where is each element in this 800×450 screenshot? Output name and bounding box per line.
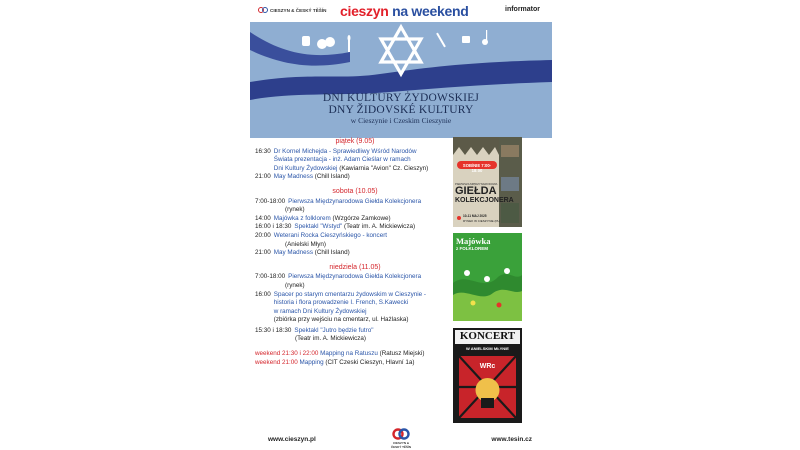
event-friday-1: 16:30 Dr Kornel Michejda - Sprawiedliwy Wśród Narodów Świata prezentacja - inż. Adam Cieślar w ramach Dni Kultury Żydowskiej (Kawiarnia "Avion" Cz. Cieszyn): [255, 147, 429, 172]
title-polish: DNI KULTURY ŻYDOWSKIEJ: [322, 92, 480, 104]
poster-title: KONCERT: [459, 330, 516, 342]
title-subtitle: w Cieszynie i Czeskim Cieszynie: [350, 116, 452, 125]
event-link[interactable]: Dni Kultury Żydowskiej: [273, 164, 338, 172]
event-saturday-2: 14:00 Majówka z folklorem (Wzgórze Zamkowe): [255, 214, 391, 222]
event-link[interactable]: May Madness: [273, 249, 313, 257]
day-heading-saturday: sobota (10.05): [332, 187, 378, 195]
title-czech: DNY ŽIDOVSKÉ KULTURY: [328, 104, 474, 116]
brand-title: cieszyn na weekend: [340, 3, 469, 19]
event-sunday-1: 7:00-18:00 Pierwsza Międzynarodowa Giełda Kolekcjonera: [255, 273, 422, 281]
event-link[interactable]: May Madness: [273, 173, 313, 181]
poster-subtitle: PIERWSZA MIĘDZYNARODOWA: [455, 182, 498, 186]
poster-title: Majówka: [456, 236, 491, 246]
event-saturday-4: 20:00 Weterani Rocka Cieszyńskiego - koncert: [255, 231, 388, 239]
schedule: [255, 138, 455, 367]
day-heading-sunday: niedziela (11.05): [329, 263, 381, 271]
event-link[interactable]: Mapping na Ratuszu: [318, 350, 378, 358]
poster-title: GIEŁDA: [455, 185, 497, 197]
tesin-url-link[interactable]: www.tesin.cz: [491, 436, 532, 443]
header: [250, 3, 552, 19]
concert-art: [453, 328, 522, 423]
event-link[interactable]: historia i flora prowadzenie I. French, S.Kawecki: [273, 299, 409, 307]
poster-date: 10-11 MAJ 2025: [463, 214, 487, 218]
poster-majowka[interactable]: [453, 233, 522, 321]
twin-circles-icon: [258, 6, 268, 14]
poster-badge: SOB/NIE 7:00-18:00: [462, 162, 492, 173]
event-sunday-2: 16:00 Spacer po starym cmentarzu żydowskim w Cieszynie - historia i flora prowadzenie I. French, S.Kawecki w ramach Dni Kultury Żydowskiej (zbiórka przy wejściu na cmentarz, ul. Hażlaska): [255, 290, 426, 324]
event-link[interactable]: Majówka z folklorem: [273, 214, 331, 222]
event-link[interactable]: Spektakl "Jutro będzie futro": [294, 326, 374, 334]
event-place: (Teatr im. A. Mickiewicza): [295, 335, 367, 343]
banner-title: [250, 92, 552, 126]
event-place: (rynek): [285, 206, 305, 214]
event-saturday-1: 7:00-18:00 Pierwsza Międzynarodowa Giełda Kolekcjonera: [255, 197, 422, 205]
event-link[interactable]: w ramach Dni Kultury Żydowskiej: [273, 307, 367, 315]
day-heading-friday: piątek (9.05): [335, 138, 375, 145]
event-link[interactable]: Mapping: [297, 358, 324, 366]
event-friday-2: 21:00 May Madness (Chill Island): [255, 173, 350, 181]
event-link[interactable]: Spektakl "Wstyd": [294, 223, 343, 231]
event-link[interactable]: Pierwsza Międzynarodowa Giełda Kolekcjonera: [288, 273, 422, 281]
event-place: (rynek): [285, 281, 305, 289]
event-weekend-2: weekend 21:00 Mapping (CIT Czeski Cieszyn, Hlavní 1a): [255, 358, 415, 366]
poster-title-2: KOLEKCJONERA: [455, 197, 514, 204]
cieszyn-url-link[interactable]: www.cieszyn.pl: [268, 436, 316, 443]
twin-circles-icon: [391, 428, 411, 440]
logo-text: CIESZYN & ČESKÝ TĚŠÍN: [270, 7, 327, 13]
event-place: (Anielski Młyn): [285, 240, 326, 248]
poster-concert[interactable]: [453, 328, 522, 423]
event-link[interactable]: Dr Kornel Michejda - Sprawiedliwy Wśród Narodów: [273, 147, 417, 155]
footer-logo[interactable]: CIESZYN & ČESKÝ TĚŠÍN: [388, 428, 414, 449]
event-saturday-3: 16:00 i 18:30 Spektakl "Wstyd" (Teatr im. A. Mickiewicza): [255, 223, 416, 231]
event-link[interactable]: Spacer po starym cmentarzu żydowskim w Cieszynie -: [273, 290, 426, 298]
event-link[interactable]: Świata prezentacja - inż. Adam Cieślar w ramach: [273, 156, 411, 164]
poster-band: WRc: [479, 363, 496, 370]
event-weekend-1: weekend 21:30 i 22:00 Mapping na Ratuszu (Ratusz Miejski): [255, 350, 425, 358]
cieszyn-logo[interactable]: [258, 6, 326, 14]
banner: [250, 22, 552, 138]
event-sunday-3: 15:30 i 18:30 Spektakl "Jutro będzie futro": [255, 326, 374, 334]
poster-place: RYNEK W CIESZYNIE (PL): [463, 219, 501, 223]
section-label: informator: [505, 6, 540, 13]
poster-title-2: z FOLKLOREM: [456, 246, 488, 251]
event-link[interactable]: Weterani Rocka Cieszyńskiego - koncert: [273, 231, 388, 239]
poster-collectors-fair[interactable]: [453, 137, 522, 227]
poster-title-2: W ANIELSKIM MŁYNIE: [466, 346, 509, 351]
event-link[interactable]: Pierwsza Międzynarodowa Giełda Kolekcjonera: [288, 197, 422, 205]
event-saturday-5: 21:00 May Madness (Chill Island): [255, 249, 350, 257]
